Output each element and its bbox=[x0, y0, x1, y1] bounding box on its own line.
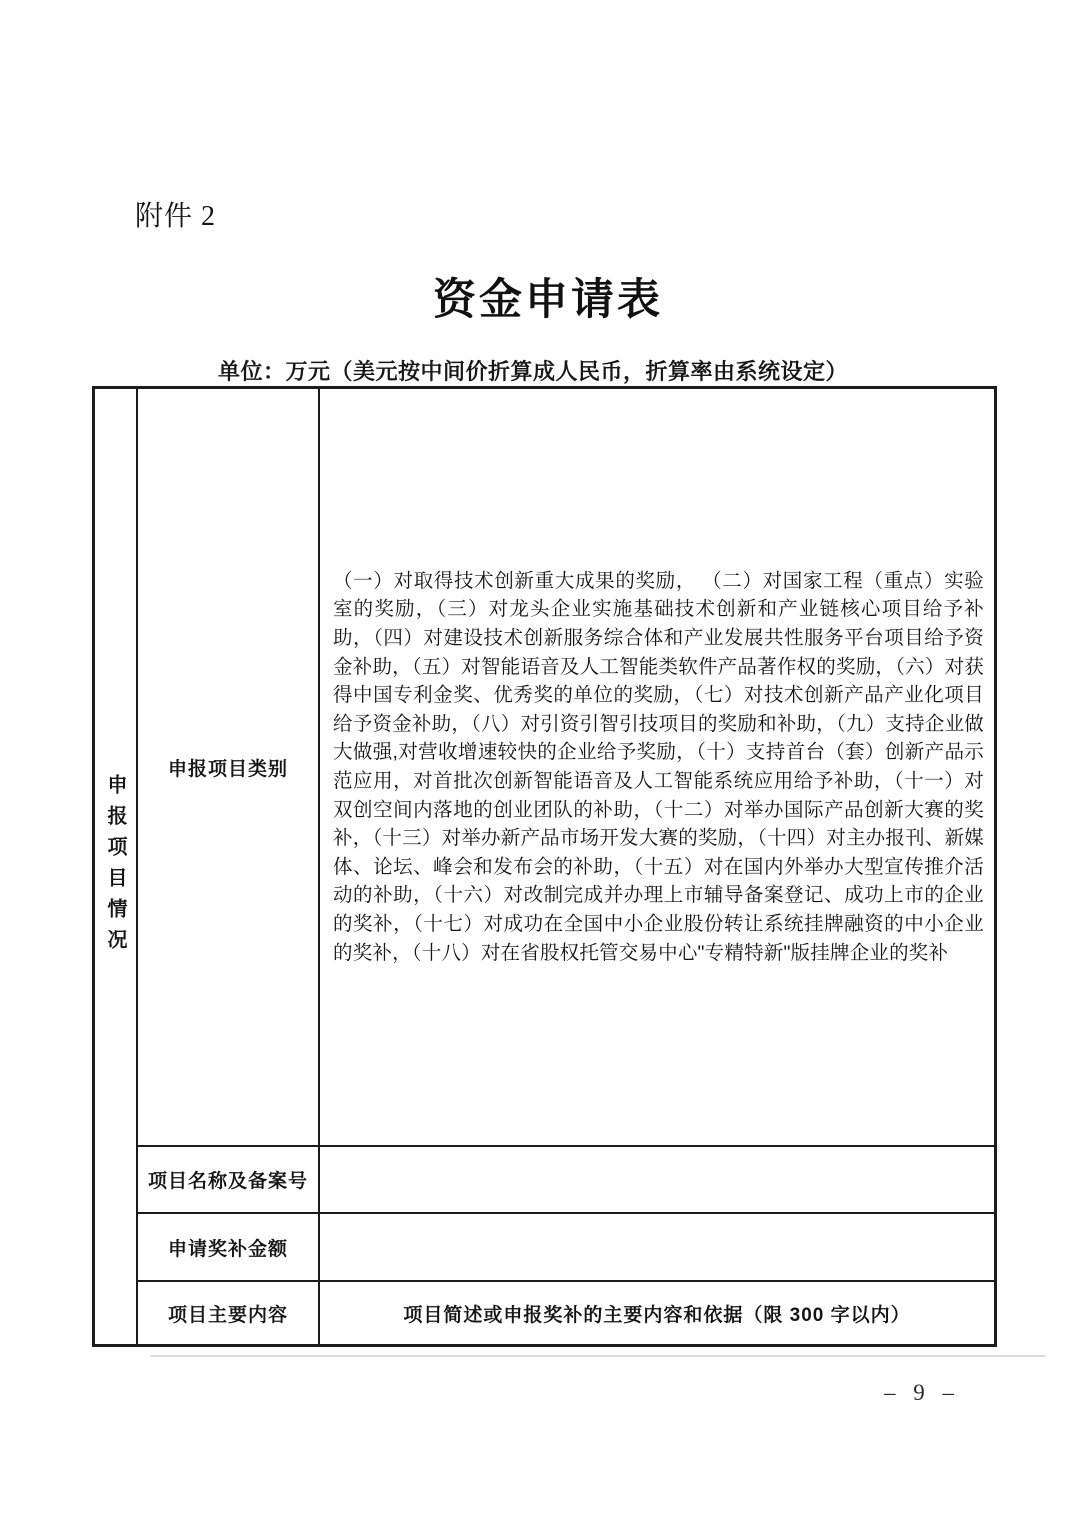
row-label-requested-amount: 申请奖补金额 bbox=[136, 1212, 318, 1280]
unit-note: 单位：万元（美元按中间价折算成人民币，折算率由系统设定） bbox=[218, 359, 849, 384]
row-label-project-name: 项目名称及备案号 bbox=[136, 1145, 318, 1212]
page-title: 资金申请表 bbox=[433, 277, 663, 324]
project-category-text: （一）对取得技术创新重大成果的奖励， （二）对国家工程（重点）实验室的奖励，（三）对龙头企业实施基础技术创新和产业链核心项目给予补助，（四）对建设技术创新服务综合体和产业发展共性服务平台项目给予资金补助，（五）对智能语音及人工智能类软件产品著作权的奖励，（六）对获得中国专利金奖、优秀奖的单位的奖励，（七）对技术创新产品产业化项目给予资金补助，（八）对引资引智引技项目的奖励和补助，（九）支持企业做大做强,对营收增速较快的企业给予奖励，（十）支持首台（套）创新产品示范应用，对首批次创新智能语音及人工智能系统应用给予补助，（十一）对双创空间内落地的创业团队的补助，（十二）对举办国际产品创新大赛的奖补，（十三）对举办新产品市场开发大赛的奖励，（十四）对主办报刊、新媒体、论坛、峰会和发布会的补助，（十五）对在国内外举办大型宣传推介活动的补助，（十六）对改制完成并办理上市辅导备案登记、成功上市的企业的奖补，（十七）对成功在全国中小企业股份转让系统挂牌融资的中小企业的奖补，（十八）对在省股权托管交易中心"专精特新"版挂牌企业的奖补 bbox=[333, 569, 984, 964]
cell-project-main-content-hint: 项目简述或申报奖补的主要内容和依据（限 300 字以内） bbox=[318, 1280, 994, 1344]
application-form-table bbox=[92, 386, 997, 1347]
page-number: – 9 – bbox=[884, 1380, 960, 1405]
cell-requested-amount-input bbox=[318, 1212, 994, 1280]
row-group-label-cell bbox=[95, 389, 136, 1344]
table-bottom-scan-shadow bbox=[150, 1355, 1045, 1357]
cell-project-category-content bbox=[318, 389, 994, 1145]
row-label-project-category: 申报项目类别 bbox=[136, 389, 318, 1145]
attachment-label: 附件 2 bbox=[135, 201, 217, 232]
row-group-label: 申报项目情况 bbox=[104, 773, 126, 960]
row-label-project-main-content: 项目主要内容 bbox=[136, 1280, 318, 1344]
cell-project-name-input bbox=[318, 1145, 994, 1212]
